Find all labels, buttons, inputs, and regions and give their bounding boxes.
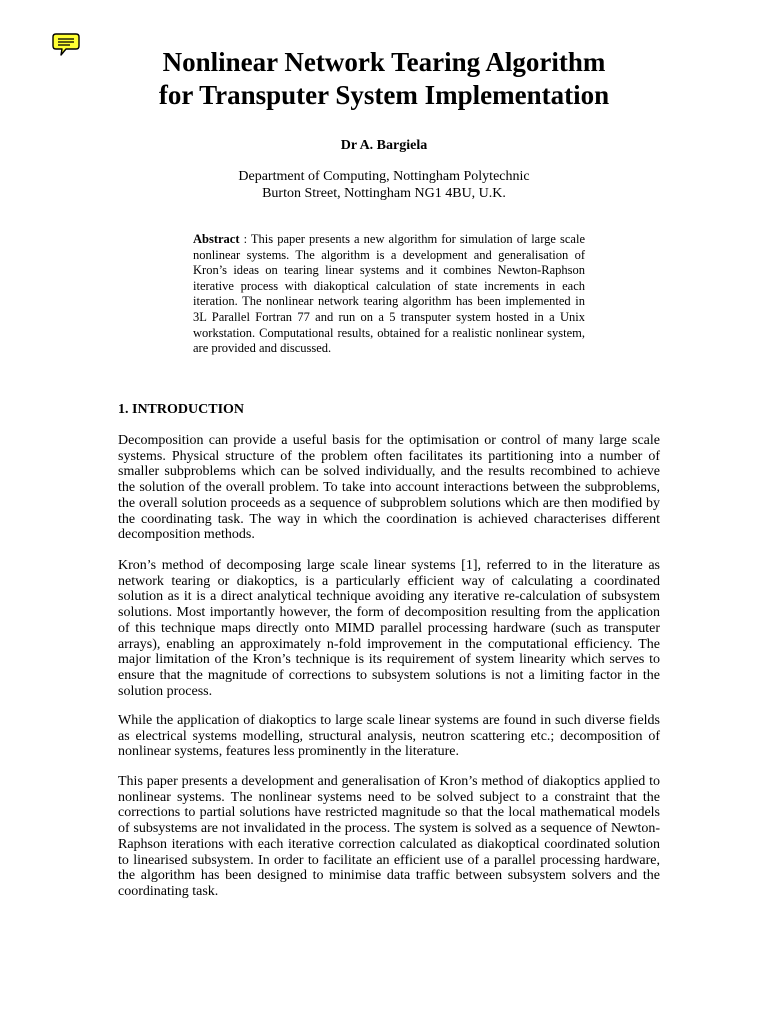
abstract-separator: : [239,232,251,246]
section-heading: 1. INTRODUCTION [118,402,245,417]
abstract-label: Abstract [193,232,240,246]
abstract [193,232,585,357]
paper-title [0,46,768,112]
title-line-1: Nonlinear Network Tearing Algorithm [162,47,606,77]
paragraph-2: Kron’s method of decomposing large scale linear systems [1], referred to in the literature as network tearing or diakoptics, is a particularly efficient way of calculating a coordinated solution as it is a direct analytical technique avoiding any iterative re-calculation of subsystem solutions. Most importantly however, the form of decomposition resulting from the application of this technique maps directly onto MIMD parallel processing hardware (such as transputer arrays), enabling an approximately n-fold improvement in the computational efficiency. The major limitation of the Kron’s technique is its requirement of system linearity which serves to ensure that the magnitude of corrections to subsystem solutions is not a limiting factor in the solution process. [118,558,660,699]
affiliation [0,168,768,202]
paragraph-4: This paper presents a development and generalisation of Kron’s method of diakoptics applied to nonlinear systems. The nonlinear systems need to be solved subject to a constraint that the corrections to partial solutions have restricted magnitude so that the local mathematical models of subsystems are not invalidated in the process. The system is solved as a sequence of Newton-Raphson iterations with each iterative correction calculated as diakoptical coordinated solution to linearised subsystem. In order to facilitate an efficient use of a parallel processing hardware, the algorithm has been designed to minimise data traffic between subsystem solvers and the coordinating task. [118,774,660,899]
abstract-text: This paper presents a new algorithm for simulation of large scale nonlinear systems. The algorithm is a development and generalisation of Kron’s ideas on tearing linear systems and it combines Newton-Raphson iterative process with diakoptical calculation of state increments in each iteration. The nonlinear network tearing algorithm has been implemented in 3L Parallel Fortran 77 and run on a 5 transputer system hosted in a Unix workstation. Computational results, obtained for a realistic nonlinear system, are provided and discussed. [193,232,586,356]
affiliation-line-1: Department of Computing, Nottingham Polytechnic [238,169,530,184]
paragraph-1: Decomposition can provide a useful basis for the optimisation or control of many large scale systems. Physical structure of the problem often facilitates its partitioning into a number of smaller subproblems which can be solved individually, and the results recombined to achieve the solution of the overall problem. To take into account interactions between the subproblems, the overall solution proceeds as a sequence of subproblem solutions which are then modified by the coordinating task. The way in which the coordination is achieved characterises different decomposition methods. [118,433,660,543]
title-line-2: for Transputer System Implementation [158,80,610,110]
paragraph-3: While the application of diakoptics to large scale linear systems are found in such diverse fields as electrical systems modelling, structural analysis, neutron scattering etc.; decomposition of nonlinear systems, features less prominently in the literature. [118,713,660,760]
author-name: Dr A. Bargiela [340,138,428,153]
affiliation-line-2: Burton Street, Nottingham NG1 4BU, U.K. [262,186,506,201]
